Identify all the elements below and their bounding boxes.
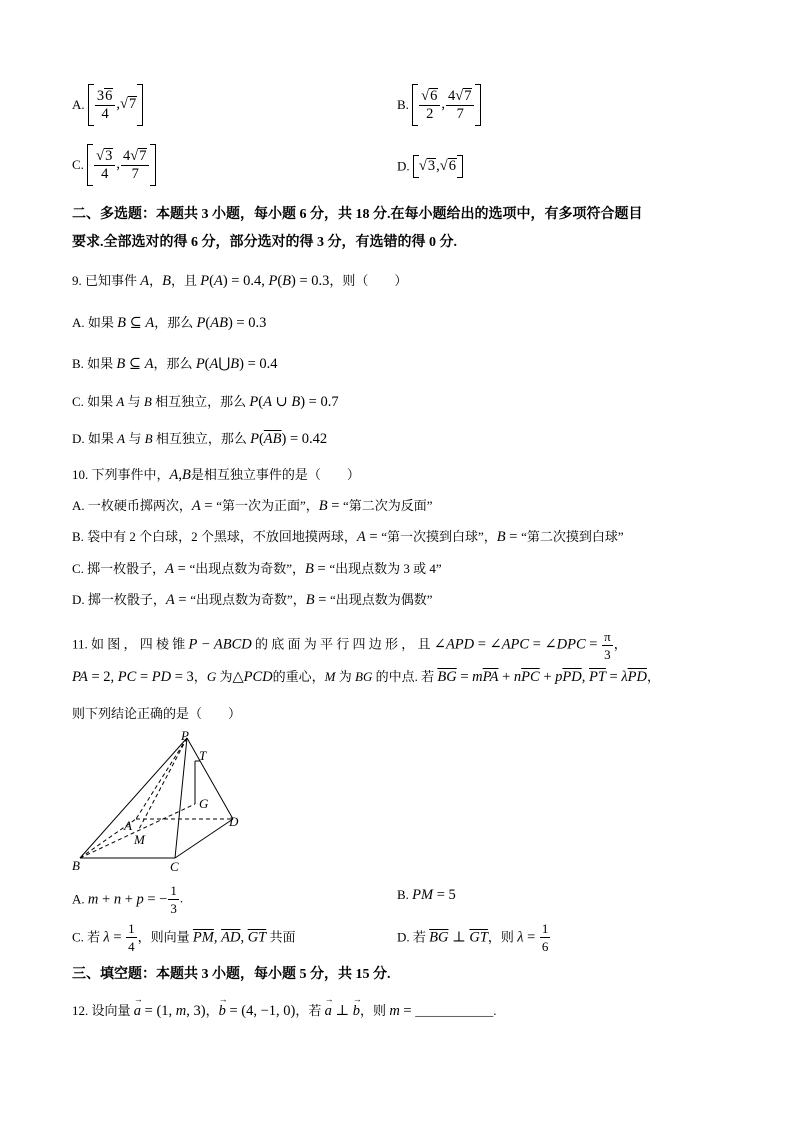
label-p: P [181, 728, 189, 743]
q11-option-d: D. 若 $\overline{BG}$ ⊥ $\overline{GT}$，则 λ = $\frac{1}{6}$ [397, 921, 549, 954]
label-g: G [199, 796, 209, 811]
q11-option-a: A. m + n + p = − $\frac{1}{3}$ . [72, 883, 184, 916]
label-c: C [170, 859, 179, 874]
q11-option-c: C. 若 λ = $\frac{1}{4}$ ，则向量 $\overline{PM}$, $\overline{AD}$, $\overline{GT}$ 共面 [72, 921, 296, 954]
edge-cd [175, 819, 233, 858]
section3-heading: 三、填空题：本题共 3 小题，每小题 5 分，共 15 分. [72, 967, 391, 982]
q8-option-b: B. $\frac{√6}{2}$ , $\frac{4√7}{7}$ [397, 84, 481, 126]
q11-option-b: B. PM = 5 [397, 887, 456, 903]
edge-pa [136, 738, 187, 819]
pyramid-figure [70, 726, 260, 876]
label-b: B [72, 858, 80, 873]
label-a: A [124, 818, 132, 833]
answer-blank[interactable]: ____________. [415, 1003, 497, 1018]
q10-option-a: A. 一枚硬币掷两次，A = “第一次为正面”，B = “第二次为反面” [72, 498, 433, 514]
q9-option-c: C. 如果 A 与 B 相互独立，那么 P(A ∪ B) = 0.7 [72, 394, 339, 410]
q9-option-b: B. 如果 B ⊆ A，那么 P(A⋃B) = 0.4 [72, 356, 278, 372]
q9-option-a: A. 如果 B ⊆ A，那么 P(AB) = 0.3 [72, 315, 267, 331]
q10-option-d: D. 掷一枚骰子，A = “出现点数为奇数”，B = “出现点数为偶数” [72, 592, 433, 608]
q9-option-d: D. 如果 A 与 B 相互独立，那么 $P(\overline{A}\overline{B}) = 0.42$ [72, 431, 328, 447]
q8-option-c: C. $\frac{√3}{4}$ , $\frac{4√7}{7}$ [72, 144, 156, 186]
q12-stem: 12. 设向量 a → = (1, m, 3)，b → = (4, −1, 0)，若 a → ⊥ b →，则 m = ____________. [72, 1002, 496, 1020]
q10-option-b: B. 袋中有 2 个白球，2 个黑球，不放回地摸两球，A = “第一次摸到白球”，B = “第二次摸到白球” [72, 529, 624, 545]
q8-option-d: D. √3,√6 [397, 155, 463, 178]
q10-option-c: C. 掷一枚骰子，A = “出现点数为奇数”，B = “出现点数为 3 或 4” [72, 561, 442, 577]
label-t: T [199, 748, 207, 763]
q11-line1: 11. 如 图 ， 四 棱 锥 P − ABCD 的 底 面 为 平 行 四 边 形 ， 且 ∠APD = ∠APC = ∠DPC = $\frac{\pi}{3}$ ， [72, 629, 627, 662]
q11-line3: 则下列结论正确的是（ ） [72, 706, 242, 721]
label-d: D [229, 814, 239, 829]
q10-stem: 10. 下列事件中，A,B是相互独立事件的是（ ） [72, 467, 360, 483]
edge-pc [175, 738, 187, 858]
edge-pd [187, 738, 233, 819]
q8-option-a: A. $\frac{36}{4}$ ,√7 [72, 84, 143, 126]
q9-stem: 9. 已知事件 A，B，且 P(A) = 0.4, P(B) = 0.3，则（ ） [72, 273, 408, 289]
q11-line2: PA = 2, PC = PD = 3，G 为△PCD的重心，M 为 BG 的中点. 若 $\overline{BG} = m\overline{PA} + n\overline{PC} + p\overline{PD}$, $\overline{PT} = \lambda\overline{PD}$， [72, 669, 660, 685]
section2-heading-line2: 要求.全部选对的得 6 分，部分选对的得 3 分，有选错的得 0 分. [72, 235, 457, 250]
section2-heading-line1: 二、多选题：本题共 3 小题，每小题 6 分，共 18 分.在每小题给出的选项中，有多项符合题目 [72, 207, 643, 222]
label-m: M [134, 832, 145, 847]
